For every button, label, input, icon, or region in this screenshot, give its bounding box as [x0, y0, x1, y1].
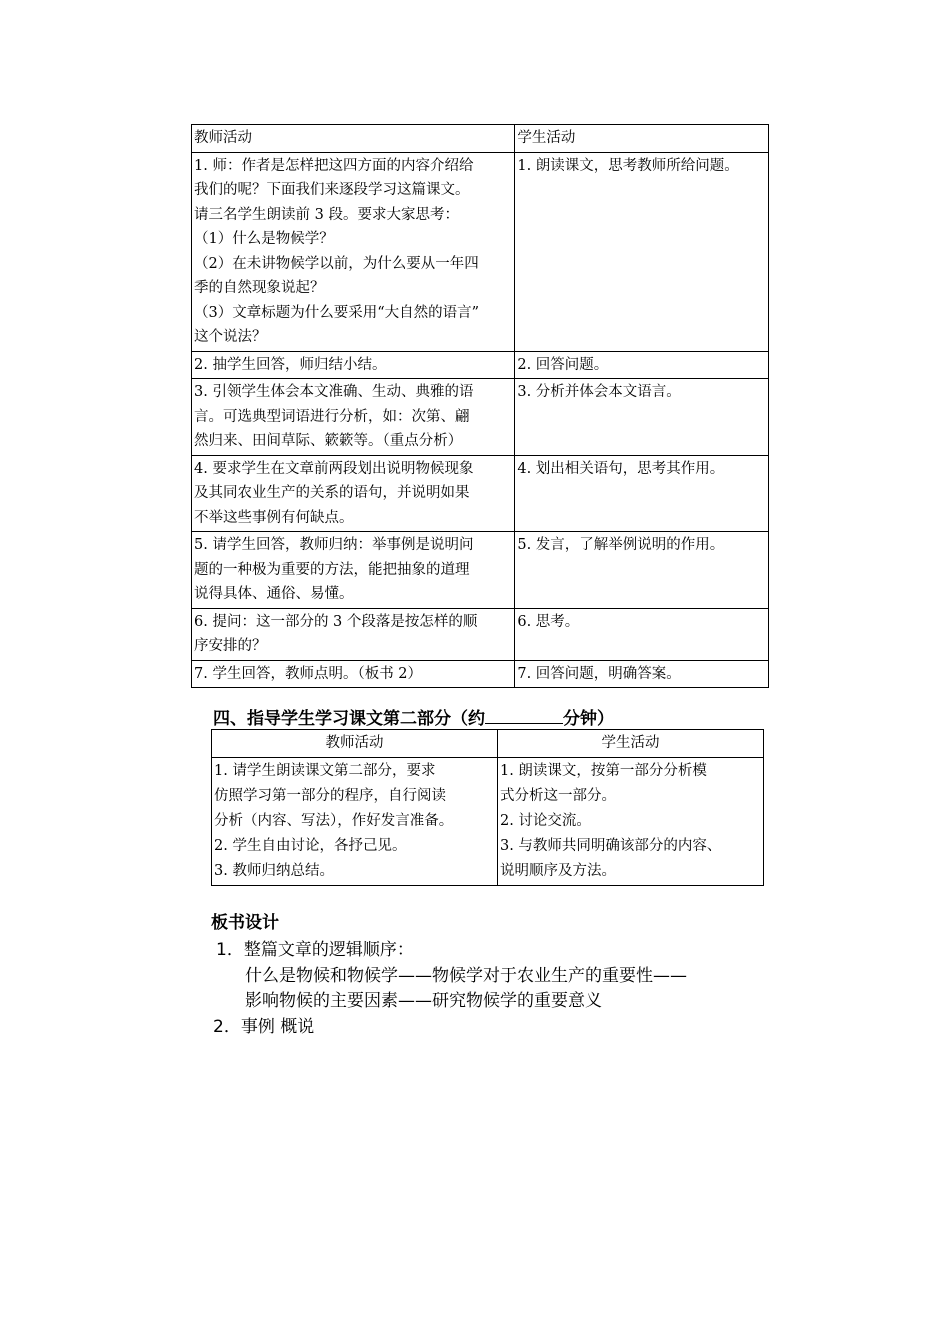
student-activity-cell	[515, 455, 769, 532]
header-teacher-activity: 教师活动	[192, 125, 515, 153]
table-row	[192, 351, 769, 379]
cell-text-line: 4. 要求学生在文章前两段划出说明物候现象	[194, 460, 474, 477]
student-activity-cell	[515, 152, 769, 351]
cell-text-line: （3）文章标题为什么要采用“大自然的语言”	[194, 304, 480, 321]
cell-text-line: 说得具体、通俗、易懂。	[194, 586, 354, 602]
teacher-activity-cell	[192, 351, 515, 379]
part-two-activity-table	[211, 729, 764, 886]
cell-text-line: 这个说法？	[194, 329, 267, 345]
cell-text-line: 季的自然现象说起？	[194, 280, 325, 296]
table-header-row	[192, 125, 769, 153]
cell-text-line: 1. 师：作者是怎样把这四方面的内容介绍给	[194, 157, 474, 174]
cell-text-line: 仿照学习第一部分的程序，自行阅读	[214, 788, 446, 804]
cell-text-line: 3. 教师归纳总结。	[214, 863, 334, 879]
teaching-activity-table	[191, 124, 769, 688]
cell-text-line: 7. 回答问题，明确答案。	[517, 665, 681, 682]
student-activity-cell	[515, 379, 769, 456]
cell-text-line: 2. 回答问题。	[517, 356, 609, 373]
cell-text-line: 然归来、田间草际、簌簌等。（重点分析）	[194, 433, 463, 449]
cell-text-line: （1）什么是物候学？	[194, 231, 334, 247]
cell-text-line: 不举这些事例有何缺点。	[194, 509, 354, 526]
cell-text-line: 分析（内容、写法），作好发言准备。	[214, 813, 454, 829]
cell-text-line: 题的一种极为重要的方法，能把抽象的道理	[194, 561, 470, 578]
section-four-heading	[213, 704, 614, 729]
cell-text-line: 2. 抽学生回答，师归结小结。	[194, 356, 387, 373]
header-student-activity: 学生活动	[515, 125, 769, 153]
cell-text-line: 1. 请学生朗读课文第二部分，要求	[214, 763, 436, 779]
table-row	[192, 608, 769, 660]
student-activity-cell	[515, 660, 769, 688]
cell-text-line: 3. 引领学生体会本文准确、生动、典雅的语	[194, 384, 474, 400]
cell-text-line: 2. 讨论交流。	[499, 813, 591, 829]
cell-text-line: 我们的呢？下面我们来逐段学习这篇课文。	[194, 182, 470, 198]
board-design-title: 板书设计	[211, 913, 279, 933]
teacher-activity-cell	[192, 608, 515, 660]
table-row	[192, 532, 769, 609]
teacher-activity-cell	[192, 152, 515, 351]
cell-text-line: 7. 学生回答，教师点明。（板书 2）	[194, 665, 423, 682]
cell-text-line: 1. 朗读课文，思考教师所给问题。	[517, 157, 739, 174]
cell-text-line: 式分析这一部分。	[499, 788, 616, 804]
teacher-activity-cell	[192, 660, 515, 688]
header-student-activity: 学生活动	[497, 730, 763, 758]
table-body	[192, 152, 769, 688]
board-item-1-line-2: 影响物候的主要因素——研究物候学的重要意义	[245, 991, 602, 1011]
table-row	[192, 379, 769, 456]
cell-text-line: 4. 划出相关语句，思考其作用。	[517, 460, 725, 477]
board-item-1: 1．整篇文章的逻辑顺序：	[216, 940, 414, 960]
cell-text-line: 序安排的？	[194, 638, 267, 654]
cell-text-line: 3. 与教师共同明确该部分的内容、	[499, 838, 722, 854]
board-item-1-line-1: 什么是物候和物候学——物候学对于农业生产的重要性——	[245, 966, 687, 986]
board-item-2: 2．事例 概说	[213, 1017, 315, 1037]
cell-text-line: 说明顺序及方法。	[499, 863, 616, 879]
cell-text-line: 1. 朗读课文，按第一部分分析模	[499, 763, 707, 779]
cell-text-line: 6. 思考。	[517, 613, 580, 630]
table-row	[192, 660, 769, 688]
student-activity-cell	[515, 532, 769, 609]
teacher-activity-cell	[192, 379, 515, 456]
teacher-activity-cell	[192, 455, 515, 532]
cell-text-line: 5. 发言，了解举例说明的作用。	[517, 537, 725, 553]
cell-text-line: 及其同农业生产的关系的语句，并说明如果	[194, 485, 470, 501]
section-title-start: 四、指导学生学习课文第二部分（约	[213, 709, 485, 729]
table-row	[212, 758, 764, 886]
cell-text-line: 请三名学生朗读前 3 段。要求大家思考：	[194, 206, 459, 223]
table-header-row	[212, 730, 764, 758]
cell-text-line: 2. 学生自由讨论，各抒己见。	[214, 838, 407, 854]
table-row	[192, 152, 769, 351]
duration-blank	[485, 707, 563, 724]
table-row	[192, 455, 769, 532]
cell-text-line: 5. 请学生回答，教师归纳：举事例是说明问	[194, 537, 474, 553]
teacher-activity-cell	[192, 532, 515, 609]
cell-text-line: 3. 分析并体会本文语言。	[517, 384, 681, 400]
student-activity-cell	[515, 351, 769, 379]
cell-text-line: 言。可选典型词语进行分析，如：次第、翩	[194, 408, 470, 425]
student-activity-cell	[515, 608, 769, 660]
cell-text-line: （2）在未讲物候学以前，为什么要从一年四	[194, 255, 479, 272]
section-title-end: 分钟）	[563, 709, 614, 729]
header-teacher-activity: 教师活动	[212, 730, 498, 758]
cell-text-line: 6. 提问：这一部分的 3 个段落是按怎样的顺	[194, 613, 478, 630]
student-activity-cell	[497, 758, 763, 886]
teacher-activity-cell	[212, 758, 498, 886]
